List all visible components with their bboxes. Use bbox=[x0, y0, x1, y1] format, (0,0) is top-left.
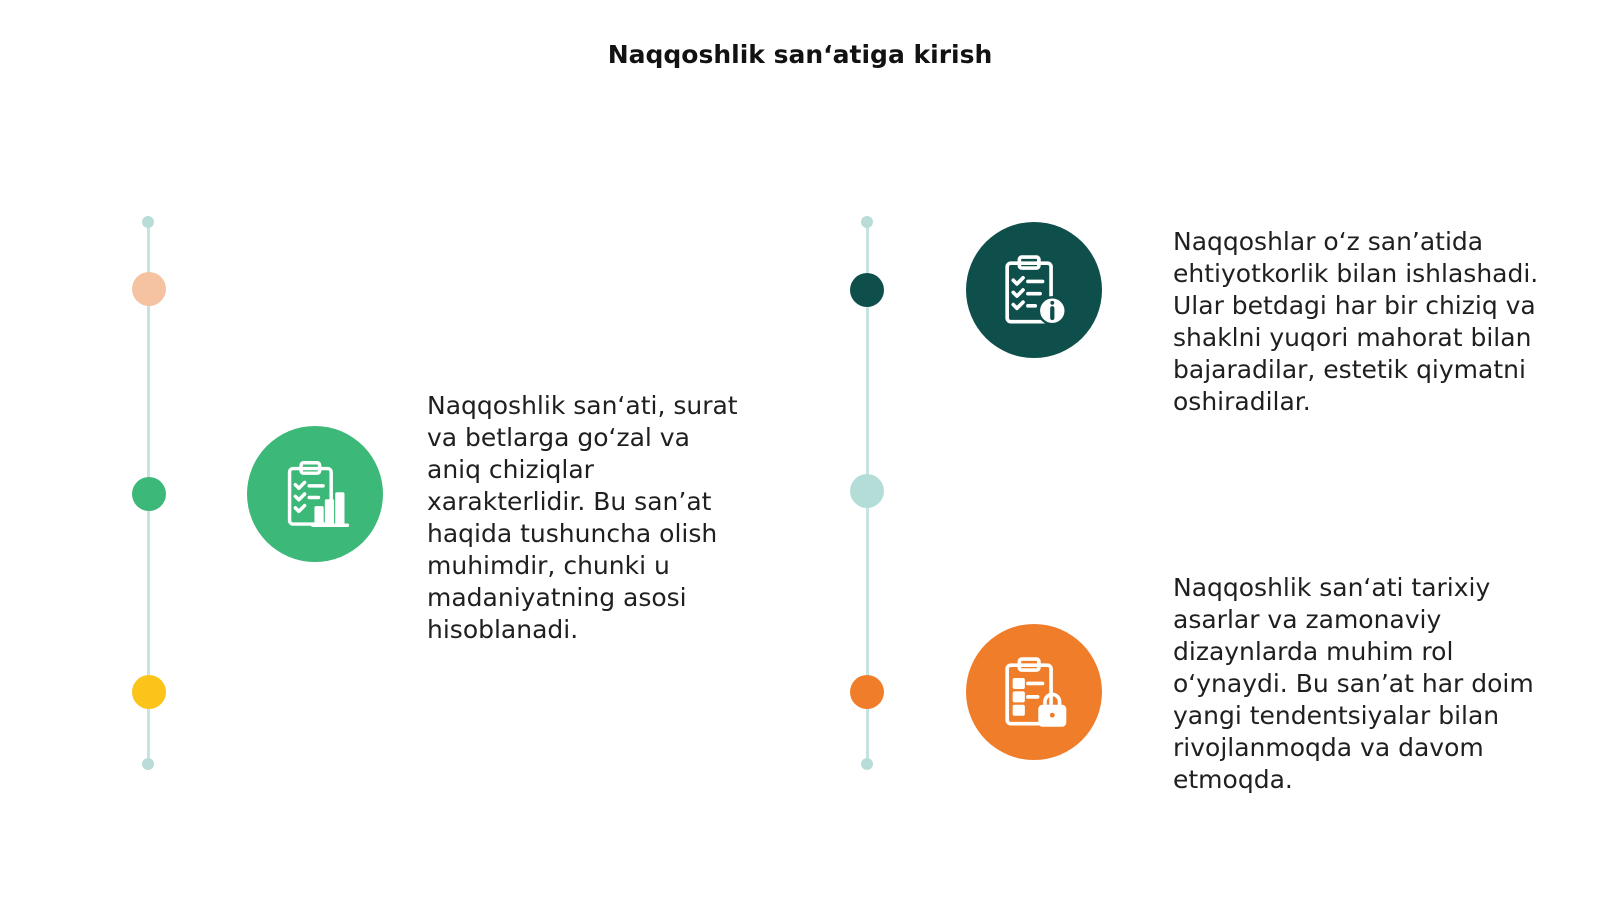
right-timeline-top-cap bbox=[861, 216, 873, 228]
item-text-2: Naqqoshlar o‘z san’atida ehtiyotkorlik bilan ishlashadi. Ular betdagi har bir chiziq va shaklni yuqori mahorat bilan bajaradilar, estetik qiymatni oshiradilar. bbox=[1173, 227, 1539, 416]
orange-icon-circle bbox=[966, 624, 1102, 760]
item-text-1: Naqqoshlik san‘ati, surat va betlarga go‘zal va aniq chiziqlar xarakterlidir. Bu san’at haqida tushuncha olish muhimdir, chunki u madaniyatning asosi hisoblanadi. bbox=[427, 391, 738, 644]
green-icon-circle bbox=[247, 426, 383, 562]
clipboard-chart-icon bbox=[278, 457, 352, 531]
right-timeline-dot-teal-dark bbox=[850, 273, 884, 307]
right-timeline-dot-orange bbox=[850, 675, 884, 709]
left-timeline-bottom-cap bbox=[142, 758, 154, 770]
clipboard-info-icon bbox=[995, 251, 1073, 329]
item-text-3: Naqqoshlik san‘ati tarixiy asarlar va zamonaviy dizaynlarda muhim rol o‘ynaydi. Bu san’at har doim yangi tendentsiyalar bilan rivojlanmoqda va davom etmoqda. bbox=[1173, 573, 1534, 794]
left-timeline-dot-peach bbox=[132, 272, 166, 306]
left-timeline-top-cap bbox=[142, 216, 154, 228]
teal-icon-circle bbox=[966, 222, 1102, 358]
clipboard-lock-icon bbox=[995, 653, 1073, 731]
page-title: Naqqoshlik san‘atiga kirish bbox=[607, 40, 993, 69]
right-timeline-bottom-cap bbox=[861, 758, 873, 770]
left-timeline-dot-yellow bbox=[132, 675, 166, 709]
left-timeline-dot-green bbox=[132, 477, 166, 511]
right-timeline-dot-teal-light bbox=[850, 474, 884, 508]
